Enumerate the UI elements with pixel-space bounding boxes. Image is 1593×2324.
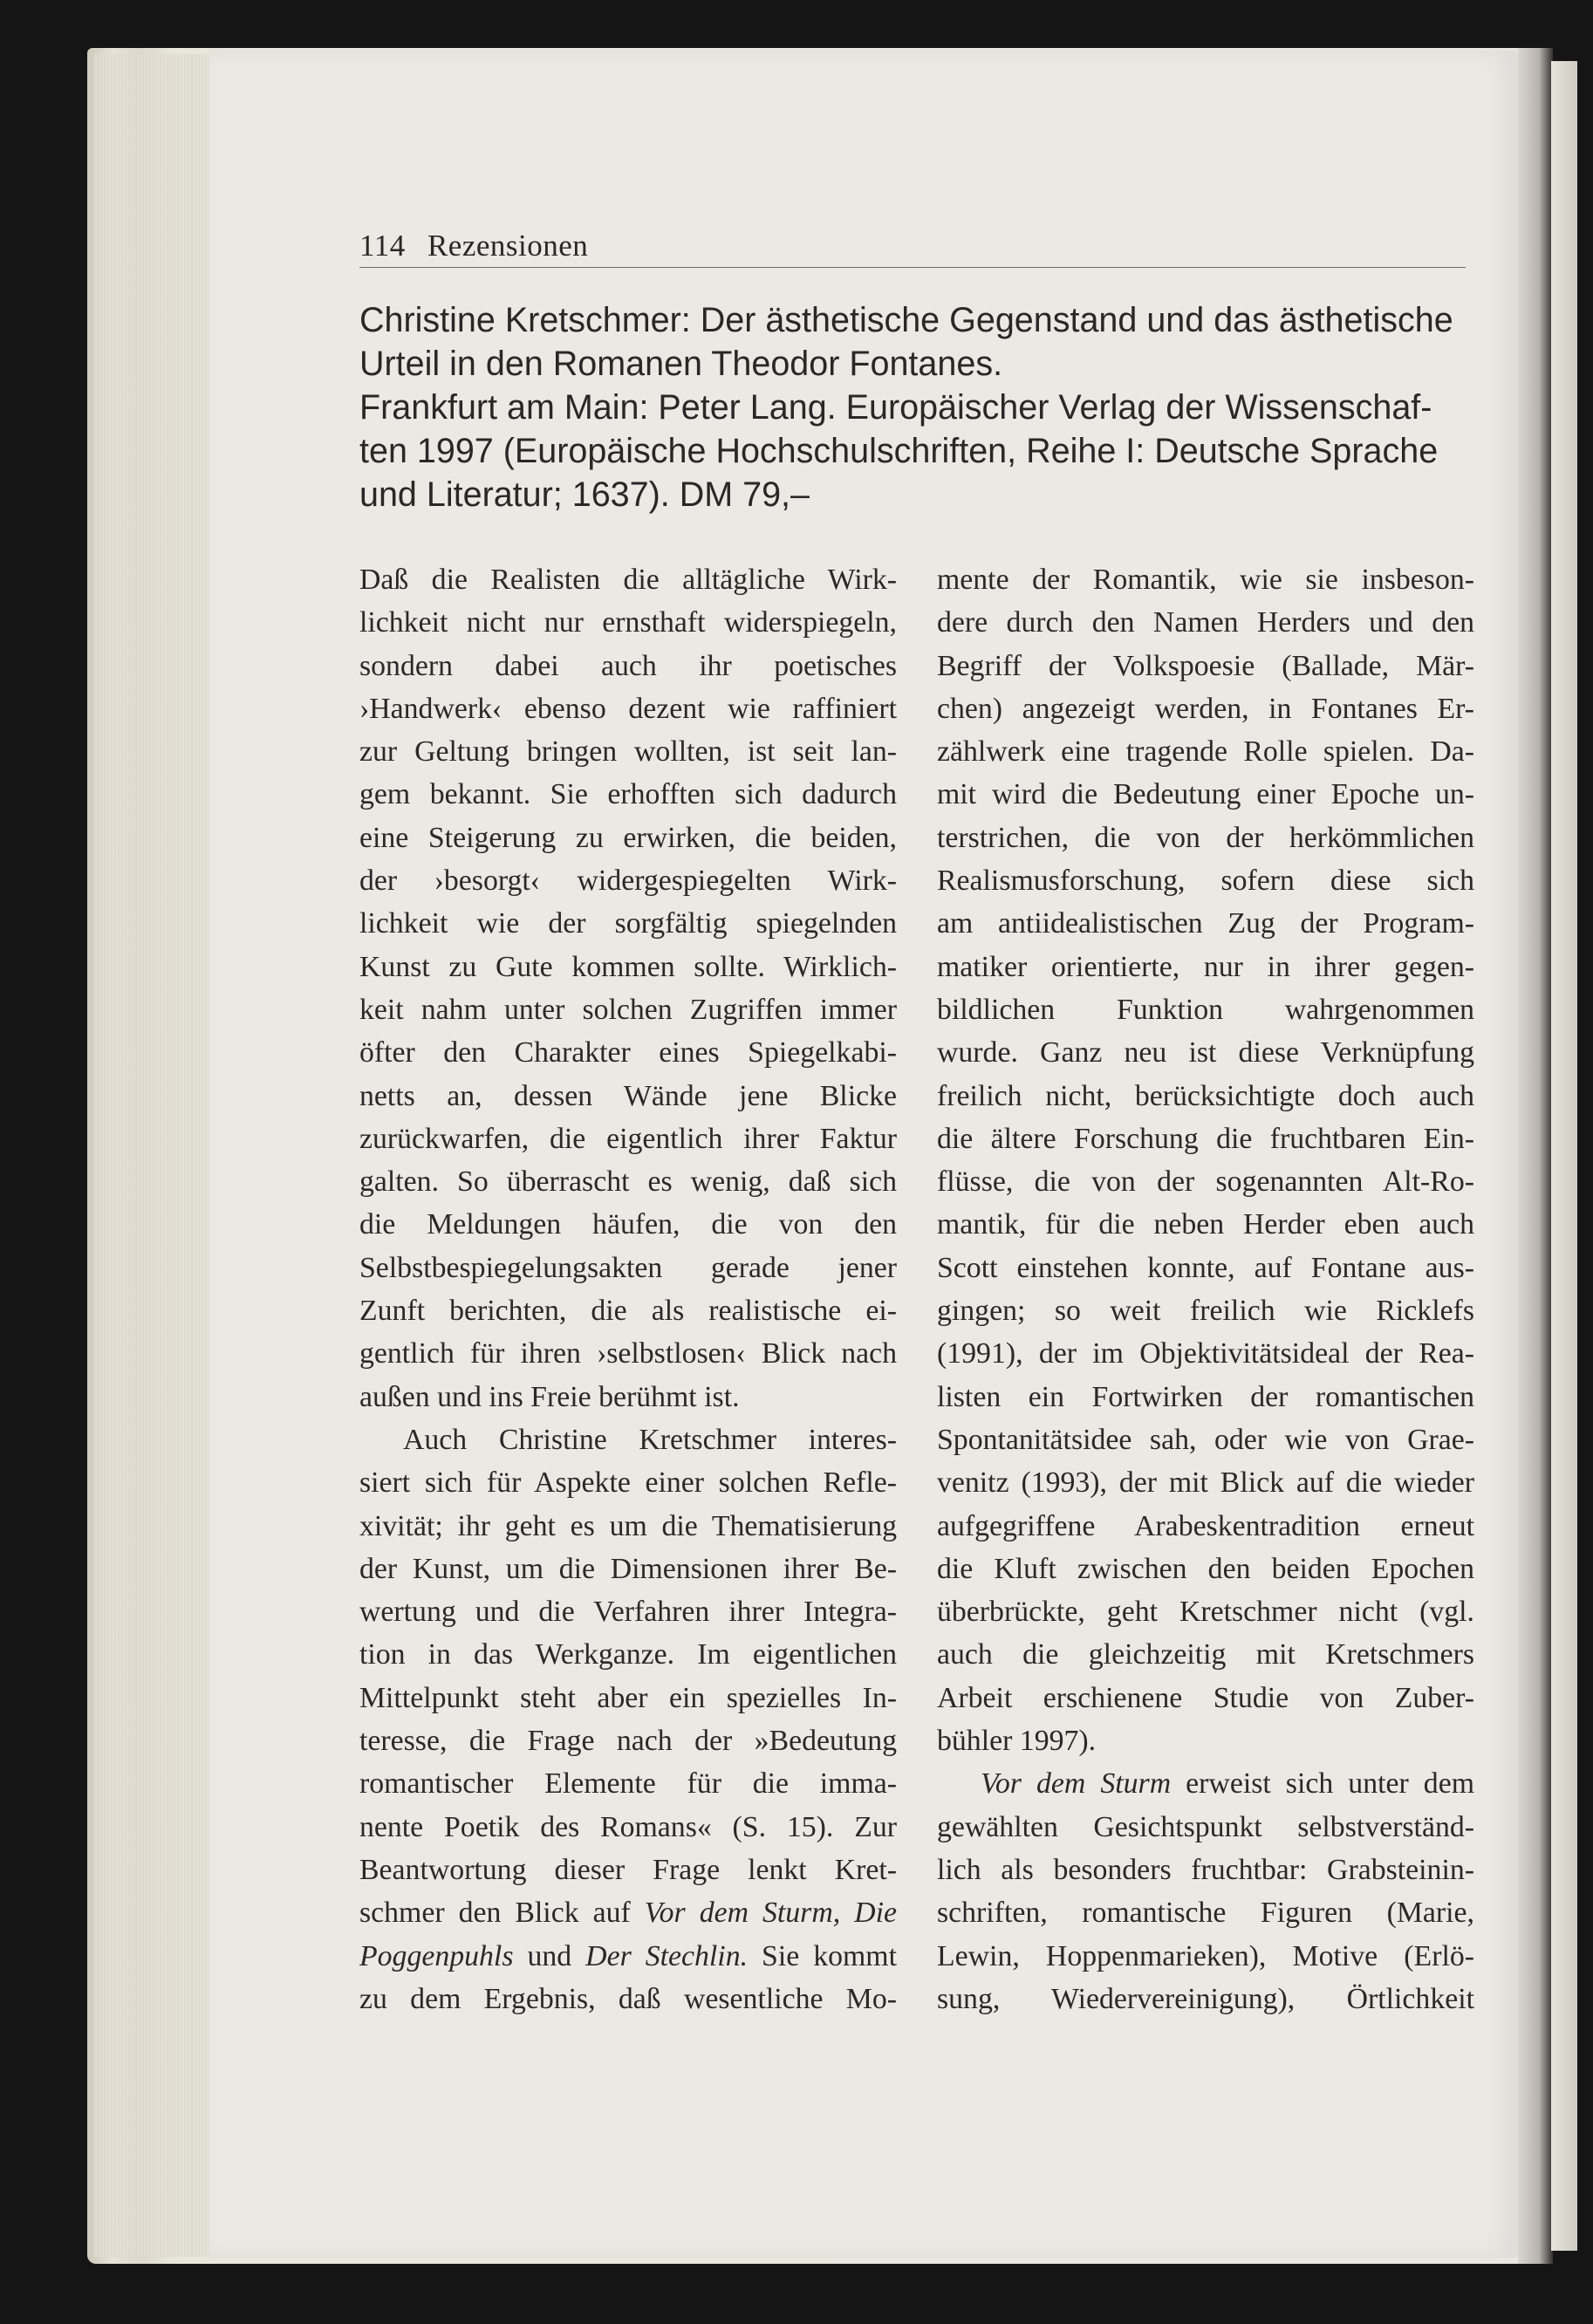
text-line: romantischer Elemente für die imma- [359,1767,897,1801]
text-line: Scott einstehen konnte, auf Fontane aus- [937,1251,1474,1284]
text-line: schriften, romantische Figuren (Marie, [937,1897,1474,1930]
text-line: Spontanitätsidee sah, oder wie von Grae- [937,1423,1474,1456]
text-line: Poggenpuhls und Der Stechlin. Sie kommt [359,1939,897,1972]
text-line: bildlichen Funktion wahrgenommen [937,993,1474,1026]
text-line: sung, Wiedervereinigung), Örtlichkeit [937,1982,1474,2015]
text-line: chen) angezeigt werden, in Fontanes Er- [937,692,1474,725]
text-line: dere durch den Namen Herders und den [937,606,1474,639]
text-line: schmer den Blick auf Vor dem Sturm, Die [359,1897,897,1930]
text-line: freilich nicht, berücksichtigte doch auch [937,1079,1474,1112]
imprint-line: und Literatur; 1637). DM 79,– [359,475,810,514]
text-line: Vor dem Sturm erweist sich unter dem [981,1767,1474,1801]
page-number: 114 [359,229,406,263]
text-line: die Kluft zwischen den beiden Epochen [937,1552,1474,1585]
text-line: matiker orientierte, nur in ihrer gegen- [937,950,1474,983]
text-line: wurde. Ganz neu ist diese Verknüpfung [937,1036,1474,1070]
text-line: teresse, die Frage nach der »Bedeutung [359,1725,897,1758]
text-line: zählwerk eine tragende Rolle spielen. Da- [937,735,1474,769]
text-line: keit nahm unter solchen Zugriffen immer [359,993,897,1026]
text-line: gingen; so weit freilich wie Ricklefs [937,1295,1474,1328]
text-line: mit wird die Bedeutung einer Epoche un- [937,778,1474,811]
text-line: sondern dabei auch ihr poetisches [359,649,897,682]
text-line: listen ein Fortwirken der romantischen [937,1380,1474,1413]
text-line: zurückwarfen, die eigentlich ihrer Faktur [359,1122,897,1155]
text-line: die Meldungen häufen, die von den [359,1208,897,1241]
text-line: Auch Christine Kretschmer interes- [403,1423,897,1456]
section-title: Rezensionen [427,229,589,263]
text-line: terstrichen, die von der herkömmlichen [937,821,1474,854]
text-line: überbrückte, geht Kretschmer nicht (vgl. [937,1596,1474,1629]
text-line: Selbstbespiegelungsakten gerade jener [359,1251,897,1284]
book-gutter [1518,48,1553,2264]
text-line: öfter den Charakter eines Spiegelkabi- [359,1036,897,1070]
text-line: venitz (1993), der mit Blick auf die wieder [937,1466,1474,1500]
header-rule [359,267,1466,268]
text-line: Mittelpunkt steht aber ein spezielles In- [359,1681,897,1714]
title-line: Christine Kretschmer: Der ästhetische Gegenstand und das ästhetische [359,301,1453,339]
text-line: aufgegriffene Arabeskentradition erneut [937,1509,1474,1542]
imprint-line: ten 1997 (Europäische Hochschulschriften, Reihe I: Deutsche Sprache [359,432,1439,470]
text-line: nente Poetik des Romans« (S. 15). Zur [359,1810,897,1843]
text-line: gewählten Gesichtspunkt selbstverständ- [937,1810,1474,1843]
text-line: Begriff der Volkspoesie (Ballade, Mär- [937,649,1474,682]
review-title-block [359,298,1476,516]
text-line: wertung und die Verfahren ihrer Integra- [359,1596,897,1629]
right-text-column [937,558,1474,2020]
text-line: Kunst zu Gute kommen sollte. Wirklich- [359,950,897,983]
text-line: gem bekannt. Sie erhofften sich dadurch [359,778,897,811]
text-line: netts an, dessen Wände jene Blicke [359,1079,897,1112]
title-line: Urteil in den Romanen Theodor Fontanes. [359,345,1003,383]
running-head [359,229,588,263]
text-line: zu dem Ergebnis, daß wesentliche Mo- [359,1982,897,2015]
text-line: lich als besonders fruchtbar: Grabsteinin- [937,1853,1474,1886]
imprint-line: Frankfurt am Main: Peter Lang. Europäischer Verlag der Wissenschaf- [359,388,1432,427]
text-line: auch die gleichzeitig mit Kretschmers [937,1638,1474,1671]
text-line: mente der Romantik, wie sie insbeson- [937,564,1474,596]
text-line: bühler 1997). [937,1725,1097,1758]
text-line: Zunft berichten, die als realistische ei- [359,1295,897,1328]
text-line: lichkeit wie der sorgfältig spiegelnden [359,907,897,940]
text-line: Beantwortung dieser Frage lenkt Kret- [359,1853,897,1886]
text-line: galten. So überrascht es wenig, daß sich [359,1165,897,1199]
text-line: tion in das Werkganze. Im eigentlichen [359,1638,897,1671]
text-line: Arbeit erschienene Studie von Zuber- [937,1681,1474,1714]
text-line: der ›besorgt‹ widergespiegelten Wirk- [359,865,897,898]
text-line: mantik, für die neben Herder eben auch [937,1208,1474,1241]
text-line: zur Geltung bringen wollten, ist seit lan- [359,735,897,769]
text-line: (1991), der im Objektivitätsideal der Rea- [937,1337,1474,1370]
text-line: Lewin, Hoppenmarieken), Motive (Erlö- [937,1939,1474,1972]
text-line: die ältere Forschung die fruchtbaren Ein- [937,1122,1474,1155]
facing-page-edge [1551,61,1577,2251]
text-line: Daß die Realisten die alltägliche Wirk- [359,564,897,596]
text-line: xivität; ihr geht es um die Thematisierung [359,1509,897,1542]
text-line: gentlich für ihren ›selbstlosen‹ Blick nach [359,1337,897,1370]
text-line: flüsse, die von der sogenannten Alt-Ro- [937,1165,1474,1199]
page-edges [94,54,216,2257]
text-line: siert sich für Aspekte einer solchen Refle- [359,1466,897,1500]
text-line: ›Handwerk‹ ebenso dezent wie raffiniert [359,692,897,725]
text-line: eine Steigerung zu erwirken, die beiden, [359,821,897,854]
text-line: außen und ins Freie berühmt ist. [359,1380,740,1413]
text-line: Realismusforschung, sofern diese sich [937,865,1474,898]
left-text-column [359,558,897,2020]
text-line: lichkeit nicht nur ernsthaft widerspiegeln, [359,606,897,639]
text-line: der Kunst, um die Dimensionen ihrer Be- [359,1552,897,1585]
text-line: am antiidealistischen Zug der Program- [937,907,1474,940]
